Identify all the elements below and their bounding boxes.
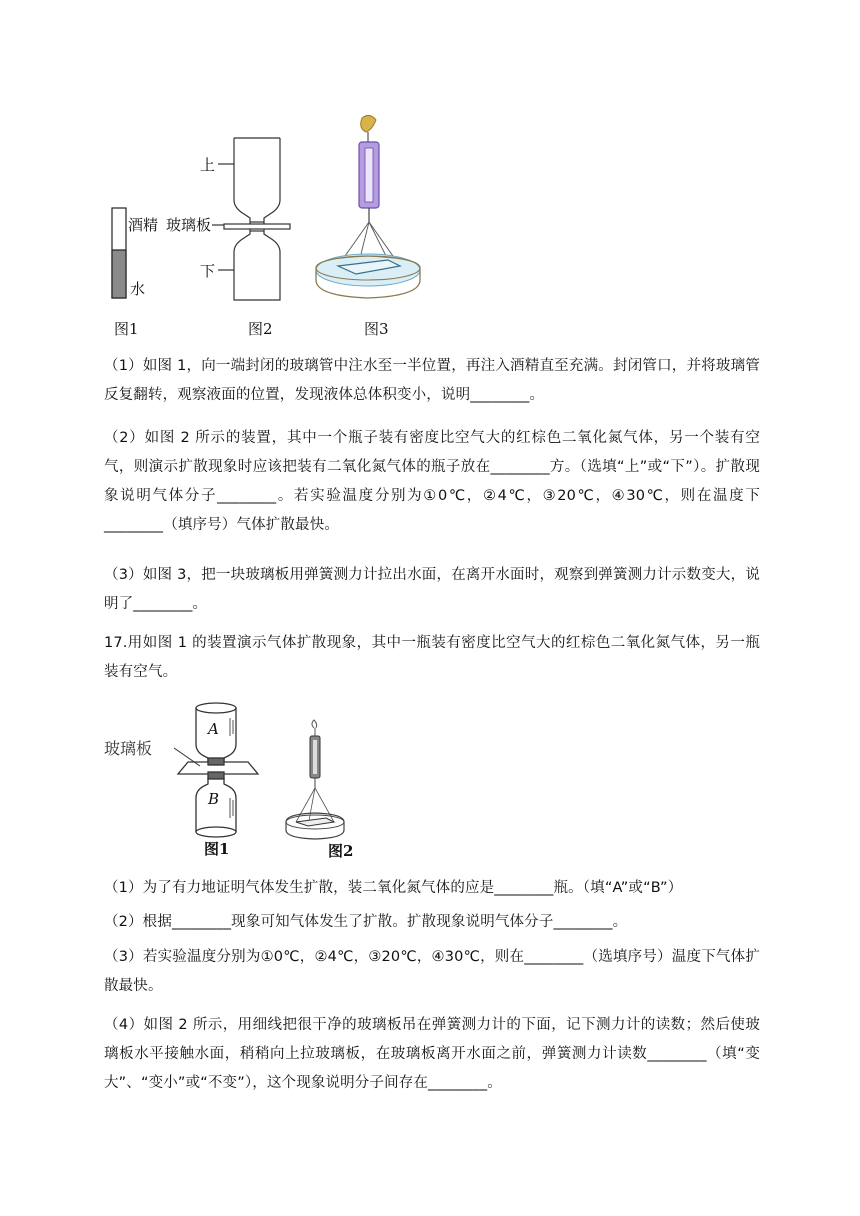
fig2-label-bottom: 下 xyxy=(200,262,216,280)
fig1-label-alcohol: 酒精 xyxy=(128,216,159,234)
fig2-bottles xyxy=(212,138,290,300)
figure-set-2 xyxy=(100,698,380,863)
fig1-caption: 图1 xyxy=(114,320,139,338)
figure-set-1 xyxy=(100,110,440,340)
fig3-apparatus xyxy=(316,115,420,298)
fig1-label-water: 水 xyxy=(130,280,146,298)
q17-intro: 17.用如图 1 的装置演示气体扩散现象，其中一瓶装有密度比空气大的红棕色二氧化氮气体，另一瓶装有空气。 xyxy=(104,635,760,680)
fig2-label-top: 上 xyxy=(200,156,216,174)
fig3-caption: 图3 xyxy=(364,320,389,338)
q17-part-4: （4）如图 2 所示，用细线把很干净的玻璃板吊在弹簧测力计的下面，记下测力计的读数；然后使玻璃板水平接触水面，稍稍向上拉玻璃板，在玻璃板离开水面之前，弹簧测力计读数________（填“变大”、“变小”或“不变”），这个现象说明分子间存在________。 xyxy=(104,1017,760,1091)
q17-fig2-caption: 图2 xyxy=(328,842,354,860)
q17-fig1-label-a: A xyxy=(208,720,219,738)
fig2-caption: 图2 xyxy=(248,320,273,338)
fig1-water-layer xyxy=(112,250,126,298)
q17-part-1: （1）为了有力地证明气体发生扩散，装二氧化氮气体的应是________瓶。（填“A”或“B”） xyxy=(104,880,683,896)
q17-part-2: （2）根据________现象可知气体发生了扩散。扩散现象说明气体分子________。 xyxy=(104,914,628,930)
fig2-label-glass: 玻璃板 xyxy=(166,216,212,234)
q16-part-2: （2）如图 2 所示的装置，其中一个瓶子装有密度比空气大的红棕色二氧化氮气体，另一个装有空气，则演示扩散现象时应该把装有二氧化氮气体的瓶子放在________方。（选填“上”或“下”）。扩散现象说明气体分子________。若实验温度分别为①0℃，②4℃，③20℃，④30℃，则在温度下________（填序号）气体扩散最快。 xyxy=(104,430,760,533)
q16-part-1: （1）如图 1，向一端封闭的玻璃管中注水至一半位置，再注入酒精直至充满。封闭管口，并将玻璃管反复翻转，观察液面的位置，发现液体总体积变小，说明________。 xyxy=(104,358,760,403)
q17-part-3: （3）若实验温度分别为①0℃，②4℃，③20℃，④30℃，则在________（选填序号）温度下气体扩散最快。 xyxy=(104,949,760,994)
q17-fig1-label-glass: 玻璃板 xyxy=(104,739,153,758)
q16-part-3: （3）如图 3，把一块玻璃板用弹簧测力计拉出水面，在离开水面时，观察到弹簧测力计示数变大，说明了________。 xyxy=(104,567,760,612)
figure-set-2-drawing xyxy=(100,698,380,863)
q17-fig1-caption: 图1 xyxy=(204,840,230,858)
q17-fig1-label-b: B xyxy=(208,790,220,808)
q17-fig2-apparatus xyxy=(286,720,344,839)
